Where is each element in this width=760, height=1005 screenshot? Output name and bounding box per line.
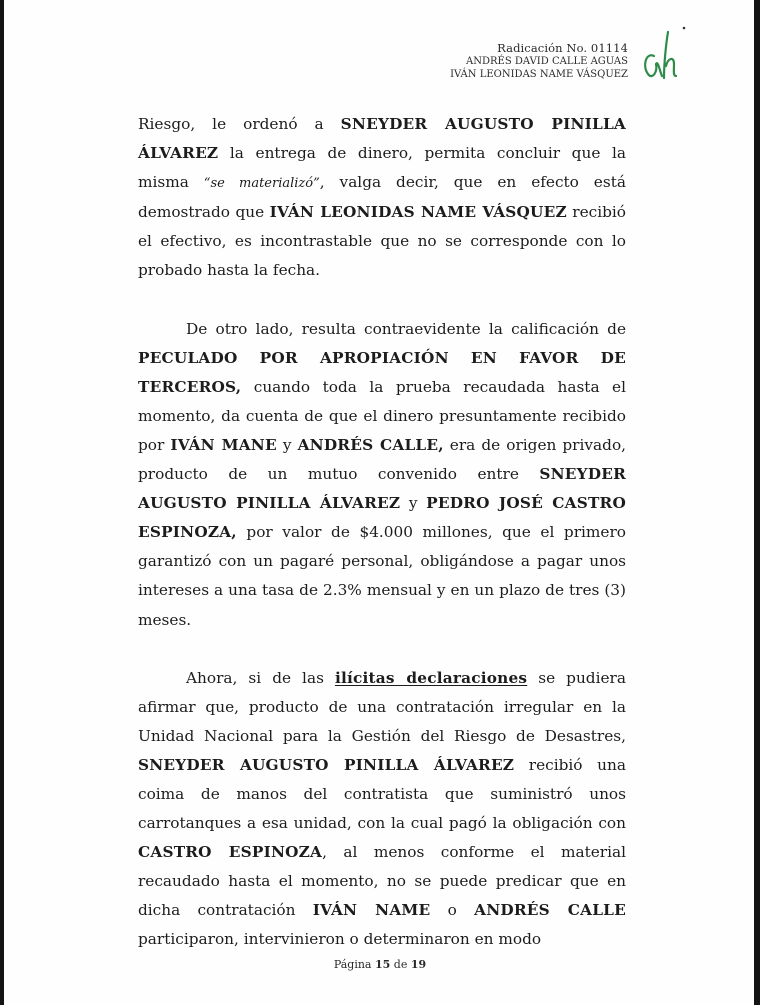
- signature-initials-icon: [640, 14, 690, 84]
- text-run: Riesgo, le ordenó a: [138, 115, 341, 133]
- text-run: Ahora, si de las: [186, 668, 335, 687]
- bold-name: SNEYDER AUGUSTO PINILLA ÁLVAREZ: [138, 115, 626, 163]
- bold-name: IVÁN LEONIDAS NAME VÁSQUEZ: [269, 203, 567, 222]
- bold-name: ANDRÉS CALLE,: [297, 435, 444, 454]
- text-run: la entrega de dinero, permita concluir que la misma: [138, 144, 626, 192]
- text-run: participaron, intervinieron o determinaron en modo: [138, 930, 542, 949]
- bold-name: SNEYDER AUGUSTO PINILLA ÁLVAREZ: [138, 465, 626, 513]
- header-name-calle: ANDRÉS DAVID CALLE AGUAS: [466, 56, 628, 67]
- radicacion-number: Radicación No. 01114: [497, 41, 628, 55]
- text-run: era de origen privado, producto de un mutuo convenido entre: [138, 435, 627, 484]
- document-header: [450, 42, 628, 81]
- of-label: de: [393, 958, 408, 971]
- header-name-name: IVÁN LEONIDAS NAME VÁSQUEZ: [450, 69, 628, 80]
- bold-name: SNEYDER AUGUSTO PINILLA ÁLVAREZ: [138, 755, 515, 774]
- italic-quote: “se materializó”: [203, 176, 320, 192]
- paragraph: [138, 110, 626, 286]
- paragraph: [138, 315, 626, 635]
- bold-name: PECULADO POR APROPIACIÓN EN FAVOR DE TERCEROS,: [138, 348, 626, 396]
- text-run: De otro lado, resulta contraevidente la calificación de: [186, 319, 626, 338]
- paragraph: [138, 664, 626, 955]
- text-run: o: [430, 901, 475, 920]
- text-run: y: [276, 435, 298, 454]
- signature-dot: [683, 27, 686, 30]
- total-pages: 19: [410, 958, 427, 971]
- bold-name: PEDRO JOSÉ CASTRO ESPINOZA,: [138, 494, 626, 542]
- page-label: Página: [333, 958, 372, 971]
- text-run: cuando toda la prueba recaudada hasta el momento, da cuenta de que el dinero presuntamente recibido por: [138, 377, 626, 454]
- bold-name: CASTRO ESPINOZA: [138, 843, 323, 862]
- current-page: 15: [374, 958, 391, 971]
- text-run: , valga decir, que en efecto está demostrado que: [138, 173, 626, 222]
- bold-name: ANDRÉS CALLE: [474, 901, 626, 920]
- document-body: [138, 110, 626, 955]
- text-run: se pudiera afirmar que, producto de una contratación irregular en la Unidad Nacional para la Gestión del Riesgo de Desastres,: [138, 668, 626, 745]
- text-run: y: [400, 494, 427, 513]
- text-run: , al menos conforme el material recaudado hasta el momento, no se puede predicar que en dicha contratación: [138, 843, 627, 920]
- bold-name: IVÁN MANE: [170, 435, 277, 454]
- text-run: por valor de $4.000 millones, que el primero garantizó con un pagaré personal, obligándose a pagar unos intereses a una tasa de 2.3% mensual y en un plazo de tres (3) meses.: [138, 523, 626, 629]
- bold-underlined-phrase: [335, 669, 527, 687]
- bold-name: IVÁN NAME: [312, 901, 431, 920]
- signature-stroke: [645, 32, 676, 78]
- underlined-text: ilícitas declaraciones: [334, 668, 528, 687]
- page-number-footer: [0, 958, 760, 971]
- text-run: recibió una coima de manos del contratista que suministró unos carrotanques a esa unidad, con la cual pagó la obligación con: [138, 755, 626, 833]
- right-dark-border: [754, 0, 760, 1005]
- text-run: recibió el efectivo, es incontrastable que no se corresponde con lo probado hasta la fecha.: [138, 203, 626, 280]
